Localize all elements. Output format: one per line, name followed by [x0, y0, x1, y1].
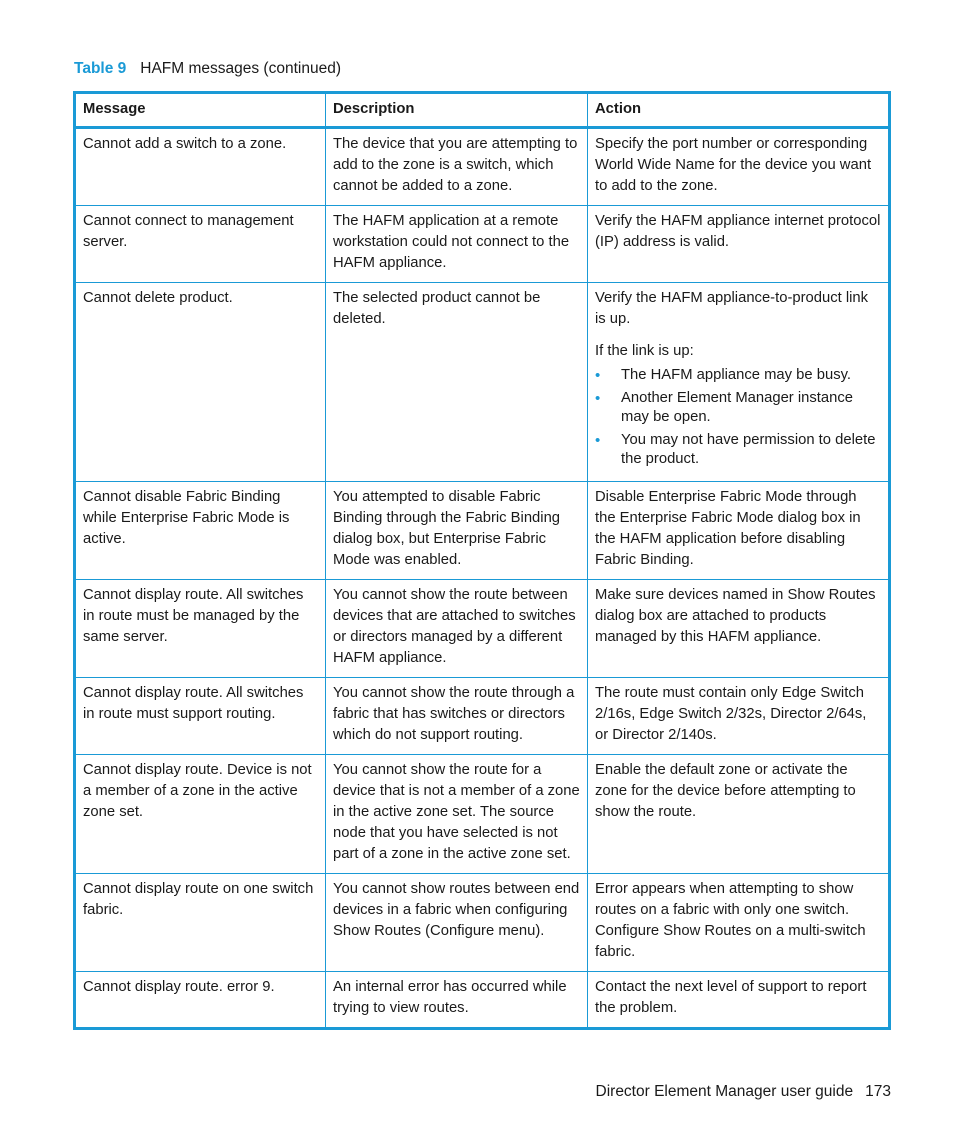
- table-row: [75, 972, 890, 1029]
- table-caption-label: Table 9: [74, 60, 127, 77]
- action-bullet-item: [595, 366, 881, 385]
- table-row: [75, 580, 890, 678]
- message-cell: Cannot display route. error 9.: [75, 972, 326, 1029]
- action-paragraph: Specify the port number or corresponding World Wide Name for the device you want to add to the zone.: [595, 136, 872, 194]
- table-caption: [74, 59, 341, 79]
- action-cell: [588, 580, 890, 678]
- description-cell: You attempted to disable Fabric Binding through the Fabric Binding dialog box, but Enterprise Fabric Mode was enabled.: [326, 482, 588, 580]
- description-cell: The device that you are attempting to add to the zone is a switch, which cannot be added to a zone.: [326, 128, 588, 206]
- action-cell: [588, 972, 890, 1029]
- bullet-dot-icon: •: [595, 432, 601, 449]
- action-paragraph: Disable Enterprise Fabric Mode through the Enterprise Fabric Mode dialog box in the HAFM application before disabling Fabric Binding.: [595, 489, 861, 568]
- action-paragraph: If the link is up:: [595, 343, 694, 359]
- action-bullet-text: Another Element Manager instance may be open.: [621, 390, 853, 425]
- action-paragraph: Verify the HAFM appliance internet protocol (IP) address is valid.: [595, 213, 881, 250]
- action-cell: [588, 482, 890, 580]
- table-row: [75, 755, 890, 874]
- message-cell: Cannot display route. All switches in route must support routing.: [75, 678, 326, 755]
- bullet-dot-icon: •: [595, 367, 601, 384]
- action-bullet-list: [595, 366, 881, 469]
- message-cell: Cannot disable Fabric Binding while Enterprise Fabric Mode is active.: [75, 482, 326, 580]
- message-cell: Cannot connect to management server.: [75, 206, 326, 283]
- action-cell: [588, 128, 890, 206]
- description-cell: You cannot show the route through a fabric that has switches or directors which do not support routing.: [326, 678, 588, 755]
- action-cell: [588, 283, 890, 482]
- action-paragraph: Error appears when attempting to show routes on a fabric with only one switch. Configure Show Routes on a multi-switch fabric.: [595, 881, 866, 960]
- table-row: [75, 206, 890, 283]
- action-paragraph: Verify the HAFM appliance-to-product link is up.: [595, 290, 869, 327]
- message-cell: Cannot delete product.: [75, 283, 326, 482]
- table-row: [75, 283, 890, 482]
- description-cell: The HAFM application at a remote workstation could not connect to the HAFM appliance.: [326, 206, 588, 283]
- action-paragraph: Make sure devices named in Show Routes dialog box are attached to products managed by this HAFM appliance.: [595, 587, 876, 645]
- message-cell: Cannot add a switch to a zone.: [75, 128, 326, 206]
- table-row: [75, 874, 890, 972]
- table-caption-title: HAFM messages (continued): [140, 60, 341, 77]
- action-paragraph: Enable the default zone or activate the zone for the device before attempting to show the route.: [595, 762, 856, 820]
- hafm-messages-table: [73, 91, 891, 1030]
- table-row: [75, 482, 890, 580]
- header-description: Description: [326, 93, 588, 128]
- action-bullet-item: [595, 431, 881, 469]
- action-cell: [588, 678, 890, 755]
- action-cell: [588, 874, 890, 972]
- page-number: 173: [865, 1083, 891, 1100]
- header-message: Message: [75, 93, 326, 128]
- description-cell: You cannot show routes between end devices in a fabric when configuring Show Routes (Configure menu).: [326, 874, 588, 972]
- message-cell: Cannot display route. Device is not a member of a zone in the active zone set.: [75, 755, 326, 874]
- message-cell: Cannot display route on one switch fabric.: [75, 874, 326, 972]
- bullet-dot-icon: •: [595, 390, 601, 407]
- action-bullet-text: You may not have permission to delete the product.: [621, 432, 876, 467]
- action-paragraph: The route must contain only Edge Switch 2/16s, Edge Switch 2/32s, Director 2/64s, or Director 2/140s.: [595, 685, 867, 743]
- action-cell: [588, 206, 890, 283]
- action-cell: [588, 755, 890, 874]
- table-header-row: [75, 93, 890, 128]
- table-row: [75, 678, 890, 755]
- page-footer: [596, 1082, 891, 1102]
- description-cell: You cannot show the route between devices that are attached to switches or directors managed by a different HAFM appliance.: [326, 580, 588, 678]
- action-paragraph: Contact the next level of support to report the problem.: [595, 979, 867, 1016]
- message-cell: Cannot display route. All switches in route must be managed by the same server.: [75, 580, 326, 678]
- description-cell: You cannot show the route for a device that is not a member of a zone in the active zone set. The source node that you have selected is not part of a zone in the active zone set.: [326, 755, 588, 874]
- footer-guide-title: Director Element Manager user guide: [595, 1083, 854, 1100]
- table-row: [75, 128, 890, 206]
- action-bullet-item: [595, 389, 881, 427]
- description-cell: An internal error has occurred while trying to view routes.: [326, 972, 588, 1029]
- header-action: Action: [588, 93, 890, 128]
- action-bullet-text: The HAFM appliance may be busy.: [621, 367, 852, 383]
- description-cell: The selected product cannot be deleted.: [326, 283, 588, 482]
